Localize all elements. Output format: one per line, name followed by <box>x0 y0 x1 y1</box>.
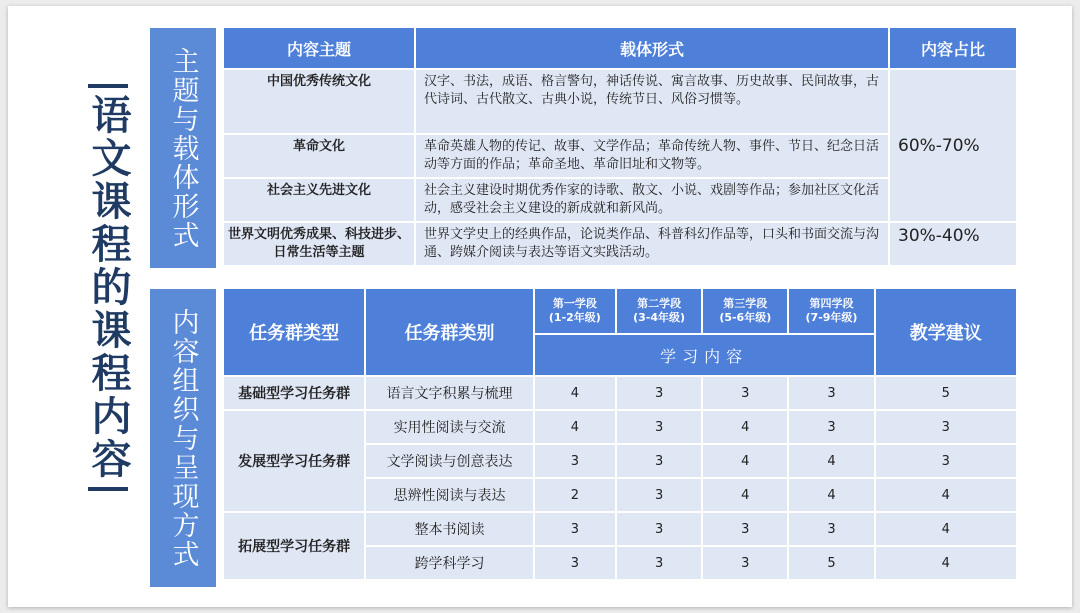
value-cell: 3 <box>617 377 701 409</box>
header-stage-3: 第三学段 (5-6年级) <box>703 289 787 333</box>
table-row <box>224 411 1016 443</box>
theme-cell: 社会主义先进文化 <box>224 179 414 221</box>
value-cell: 3 <box>617 445 701 477</box>
value-cell: 4 <box>876 479 1016 511</box>
category-cell: 跨学科学习 <box>366 547 532 579</box>
theme-cell: 中国优秀传统文化 <box>224 70 414 133</box>
header-group-type: 任务群类型 <box>224 289 364 375</box>
value-cell: 4 <box>789 445 873 477</box>
value-cell: 3 <box>617 513 701 545</box>
value-cell: 5 <box>789 547 873 579</box>
value-cell: 3 <box>703 377 787 409</box>
category-cell: 实用性阅读与交流 <box>366 411 532 443</box>
value-cell: 3 <box>617 547 701 579</box>
header-carrier: 载体形式 <box>416 28 888 68</box>
table-row <box>224 377 1016 409</box>
title-text: 语文课程的课程内容 <box>85 94 132 481</box>
theme-cell: 世界文明优秀成果、科技进步、日常生活等主题 <box>224 223 414 265</box>
header-ratio: 内容占比 <box>890 28 1016 68</box>
value-cell: 4 <box>703 479 787 511</box>
category-cell: 语言文字积累与梳理 <box>366 377 532 409</box>
value-cell: 3 <box>789 411 873 443</box>
header-teaching-advice: 教学建议 <box>876 289 1016 375</box>
task-groups-table <box>222 287 1018 581</box>
header-learning-content: 学习内容 <box>535 335 874 375</box>
value-cell: 3 <box>535 513 615 545</box>
value-cell: 3 <box>876 411 1016 443</box>
table-row <box>224 513 1016 545</box>
value-cell: 4 <box>789 479 873 511</box>
ratio-cell: 30%-40% <box>890 223 1016 265</box>
value-cell: 3 <box>617 411 701 443</box>
value-cell: 3 <box>535 547 615 579</box>
value-cell: 3 <box>703 513 787 545</box>
carrier-cell: 汉字、书法，成语、格言警句，神话传说、寓言故事、历史故事、民间故事，古代诗词、古代散文、古典小说，传统节日、风俗习惯等。 <box>416 70 888 133</box>
value-cell: 5 <box>876 377 1016 409</box>
section-label-themes: 主题与载体形式 <box>150 28 216 268</box>
category-cell: 思辨性阅读与表达 <box>366 479 532 511</box>
value-cell: 4 <box>535 411 615 443</box>
table-row <box>224 223 1016 265</box>
themes-table <box>222 26 1018 267</box>
main-title <box>86 84 130 491</box>
group-type-cell: 拓展型学习任务群 <box>224 513 364 579</box>
category-cell: 整本书阅读 <box>366 513 532 545</box>
table-header-row <box>224 28 1016 68</box>
value-cell: 4 <box>703 445 787 477</box>
ratio-cell: 60%-70% <box>890 70 1016 221</box>
value-cell: 2 <box>535 479 615 511</box>
value-cell: 4 <box>876 513 1016 545</box>
group-type-cell: 基础型学习任务群 <box>224 377 364 409</box>
header-theme: 内容主题 <box>224 28 414 68</box>
title-top-bar <box>88 84 128 88</box>
value-cell: 4 <box>876 547 1016 579</box>
category-cell: 文学阅读与创意表达 <box>366 445 532 477</box>
value-cell: 3 <box>789 513 873 545</box>
table-header-row <box>224 289 1016 333</box>
slide <box>8 6 1072 607</box>
title-bottom-bar <box>88 487 128 491</box>
value-cell: 4 <box>535 377 615 409</box>
carrier-cell: 社会主义建设时期优秀作家的诗歌、散文、小说、戏剧等作品；参加社区文化活动，感受社会主义建设的新成就和新风尚。 <box>416 179 888 221</box>
value-cell: 3 <box>876 445 1016 477</box>
value-cell: 4 <box>703 411 787 443</box>
value-cell: 3 <box>617 479 701 511</box>
group-type-cell: 发展型学习任务群 <box>224 411 364 511</box>
value-cell: 3 <box>703 547 787 579</box>
header-stage-4: 第四学段 (7-9年级) <box>789 289 873 333</box>
header-stage-2: 第二学段 (3-4年级) <box>617 289 701 333</box>
carrier-cell: 革命英雄人物的传记、故事、文学作品；革命传统人物、事件、节日、纪念日活动等方面的作品；革命圣地、革命旧址和文物等。 <box>416 135 888 177</box>
carrier-cell: 世界文学史上的经典作品，论说类作品、科普科幻作品等，口头和书面交流与沟通、跨媒介阅读与表达等语文实践活动。 <box>416 223 888 265</box>
value-cell: 3 <box>535 445 615 477</box>
header-stage-1: 第一学段 (1-2年级) <box>535 289 615 333</box>
theme-cell: 革命文化 <box>224 135 414 177</box>
section-label-organization: 内容组织与呈现方式 <box>150 289 216 587</box>
value-cell: 3 <box>789 377 873 409</box>
header-group-category: 任务群类别 <box>366 289 532 375</box>
table-row <box>224 70 1016 133</box>
